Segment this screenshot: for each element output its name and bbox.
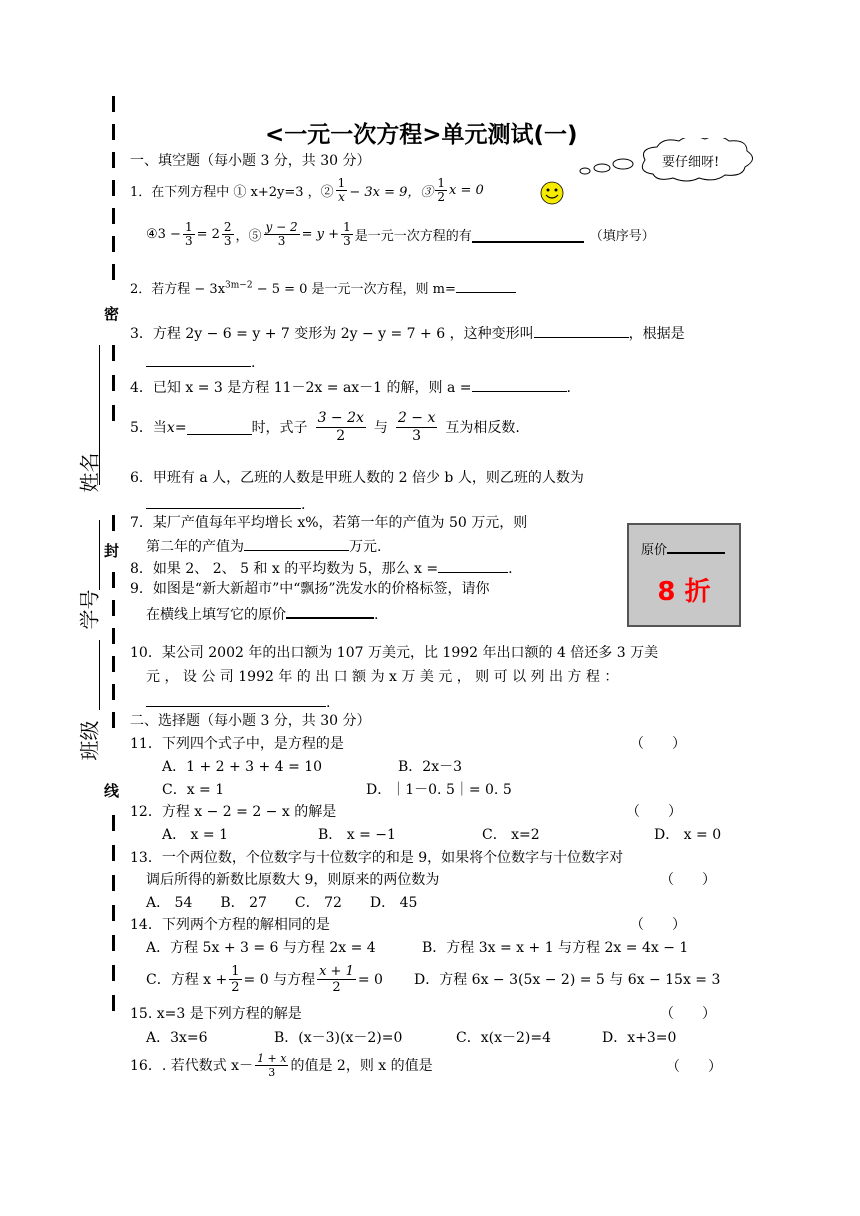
q1-line2: ④3 − $\frac{1}{3}$ = 2 $\frac{2}{3}$ ，⑤ $\frac{y - 2}{3}$ = y + $\frac{1}{3}$ 是一元一次方程的有 （填序号）: [146, 220, 655, 248]
price-tag: [627, 523, 741, 627]
q13-options: A． 54 B． 27 C． 72 D． 45: [146, 895, 418, 911]
q11-option-b: B．2x－3: [398, 759, 462, 775]
name-label: 姓名: [77, 452, 102, 493]
q3-answer-blank-2[interactable]: [146, 352, 251, 367]
price-tag-blank: [667, 540, 725, 554]
q3-line1: 3．方程 2y − 6 = y + 7 变形为 2y − y = 7 + 6 ，这种变形叫 ，根据是: [130, 323, 685, 343]
mi-mark: 密: [104, 305, 120, 323]
q15-option-b: B．(x－3)(x－2)=0: [274, 1030, 403, 1046]
id-underline: [99, 520, 101, 590]
q16-stem: 16．. 若代数式 x－ $\frac{1 + x}{3}$ 的值是 2，则 x 的值是: [130, 1052, 433, 1079]
page-title: <一元一次方程>单元测试(一): [265, 122, 578, 148]
q10-line2: 元 ， 设 公 司 1992 年 的 出 口 额 为 x 万 美 元 ， 则 可 以 列 出 方 程 ：: [146, 669, 619, 685]
q14-option-d: D．方程 6x − 3(5x − 2) = 5 与 6x − 15x = 3: [414, 972, 721, 988]
q15-option-c: C．x(x－2)=4: [456, 1030, 551, 1046]
q11-option-c: C．x = 1: [162, 782, 225, 798]
q12-option-b: B． x = −1: [318, 827, 396, 843]
q10-line1: 10．某公司 2002 年的出口额为 107 万美元，比 1992 年出口额的 4 倍还多 3 万美: [130, 645, 659, 661]
q6-line1: 6．甲班有 a 人，乙班的人数是甲班人数的 2 倍少 b 人，则乙班的人数为: [130, 470, 584, 486]
q3-line2: .: [146, 352, 255, 372]
q7-line1: 7．某厂产值每年平均增长 x%，若第一年的产值为 50 万元，则: [130, 515, 528, 531]
q5-answer-blank[interactable]: [187, 420, 252, 435]
q13-line2: 调后所得的新数比原数大 9，则原来的两位数为: [146, 872, 440, 888]
id-label: 学号: [77, 589, 102, 630]
q11-stem: 11．下列四个式子中，是方程的是: [130, 736, 344, 752]
q12-option-d: D． x = 0: [654, 827, 722, 843]
q9-answer-blank[interactable]: [286, 603, 374, 619]
q8-answer-blank[interactable]: [438, 558, 508, 573]
discount-text: 8 折: [657, 577, 711, 607]
q10-line3: .: [146, 692, 330, 712]
class-underline: [99, 640, 101, 710]
q8: 8．如果 2、 2、 5 和 x 的平均数为 5，那么 x = .: [130, 558, 513, 578]
q16-paren[interactable]: （ ）: [666, 1059, 722, 1075]
q4-answer-blank[interactable]: [472, 377, 567, 392]
q11-option-d: D．｜1－0. 5｜= 0. 5: [366, 782, 512, 798]
smiley-icon: [540, 181, 564, 205]
q11-option-a: A．1 + 2 + 3 + 4 = 10: [162, 759, 323, 775]
q15-stem: 15. x=3 是下列方程的解是: [130, 1006, 302, 1022]
q6-answer-blank[interactable]: [146, 494, 301, 509]
q12-stem: 12．方程 x − 2 = 2 − x 的解是: [130, 804, 337, 820]
q15-option-a: A．3x=6: [146, 1030, 208, 1046]
xian-mark: 线: [104, 782, 120, 800]
q2: 2．若方程 − $3x^{3m-2} - 5 = 0$ 是一元一次方程，则 m=: [130, 278, 516, 297]
q6-line2: .: [146, 494, 305, 514]
class-label: 班级: [77, 720, 102, 761]
q1-answer-blank[interactable]: [472, 227, 584, 243]
section1-heading: 一、填空题（每小题 3 分，共 30 分）: [130, 153, 371, 169]
price-tag-label: 原价: [641, 539, 725, 558]
cloud-text: 要仔细呀!: [662, 155, 720, 170]
q15-paren[interactable]: （ ）: [660, 1006, 716, 1022]
q9-line1: 9．如图是“新大新超市”中“飘扬”洗发水的价格标签，请你: [130, 581, 490, 597]
q14-option-a: A．方程 5x + 3 = 6 与方程 2x = 4: [146, 940, 376, 956]
q7-answer-blank[interactable]: [244, 536, 349, 551]
q13-line1: 13．一个两位数，个位数字与十位数字的和是 9，如果将个位数字与十位数字对: [130, 850, 624, 866]
q5: 5．当 x = 时，式子 $\frac{3 - 2x}{2}$ 与 $\frac{2 - x}{3}$ 互为相反数.: [130, 410, 520, 444]
q12-option-c: C． x=2: [482, 827, 540, 843]
q10-answer-blank[interactable]: [146, 692, 326, 707]
q7-line2: 第二年的产值为 万元.: [146, 536, 381, 556]
q2-answer-blank[interactable]: [456, 278, 516, 293]
q14-option-c: C．方程 x + $\frac{1}{2}$ = 0 与方程 $\frac{x + 1}{2}$ = 0: [146, 964, 383, 995]
q11-paren[interactable]: （ ）: [630, 736, 686, 752]
q14-stem: 14．下列两个方程的解相同的是: [130, 917, 330, 933]
q4: 4．已知 x = 3 是方程 11－2x = ax－1 的解，则 a = .: [130, 377, 571, 397]
q9-line2: 在横线上填写它的原价 .: [146, 603, 378, 624]
q13-paren[interactable]: （ ）: [660, 872, 716, 888]
feng-mark: 封: [104, 542, 120, 560]
section2-heading: 二、选择题（每小题 3 分，共 30 分）: [130, 713, 371, 729]
q14-option-b: B．方程 3x = x + 1 与方程 2x = 4x − 1: [422, 940, 689, 956]
q14-paren[interactable]: （ ）: [630, 917, 686, 933]
q3-answer-blank-1[interactable]: [534, 323, 629, 338]
q12-option-a: A． x = 1: [162, 827, 228, 843]
q15-option-d: D．x+3=0: [602, 1030, 677, 1046]
q1-line1: 1．在下列方程中 ① x+2y=3 ，② $\frac{1}{x}$ − 3x = 9，③ $\frac{1}{2}$ x = 0: [130, 176, 484, 204]
q12-paren[interactable]: （ ）: [626, 804, 682, 820]
